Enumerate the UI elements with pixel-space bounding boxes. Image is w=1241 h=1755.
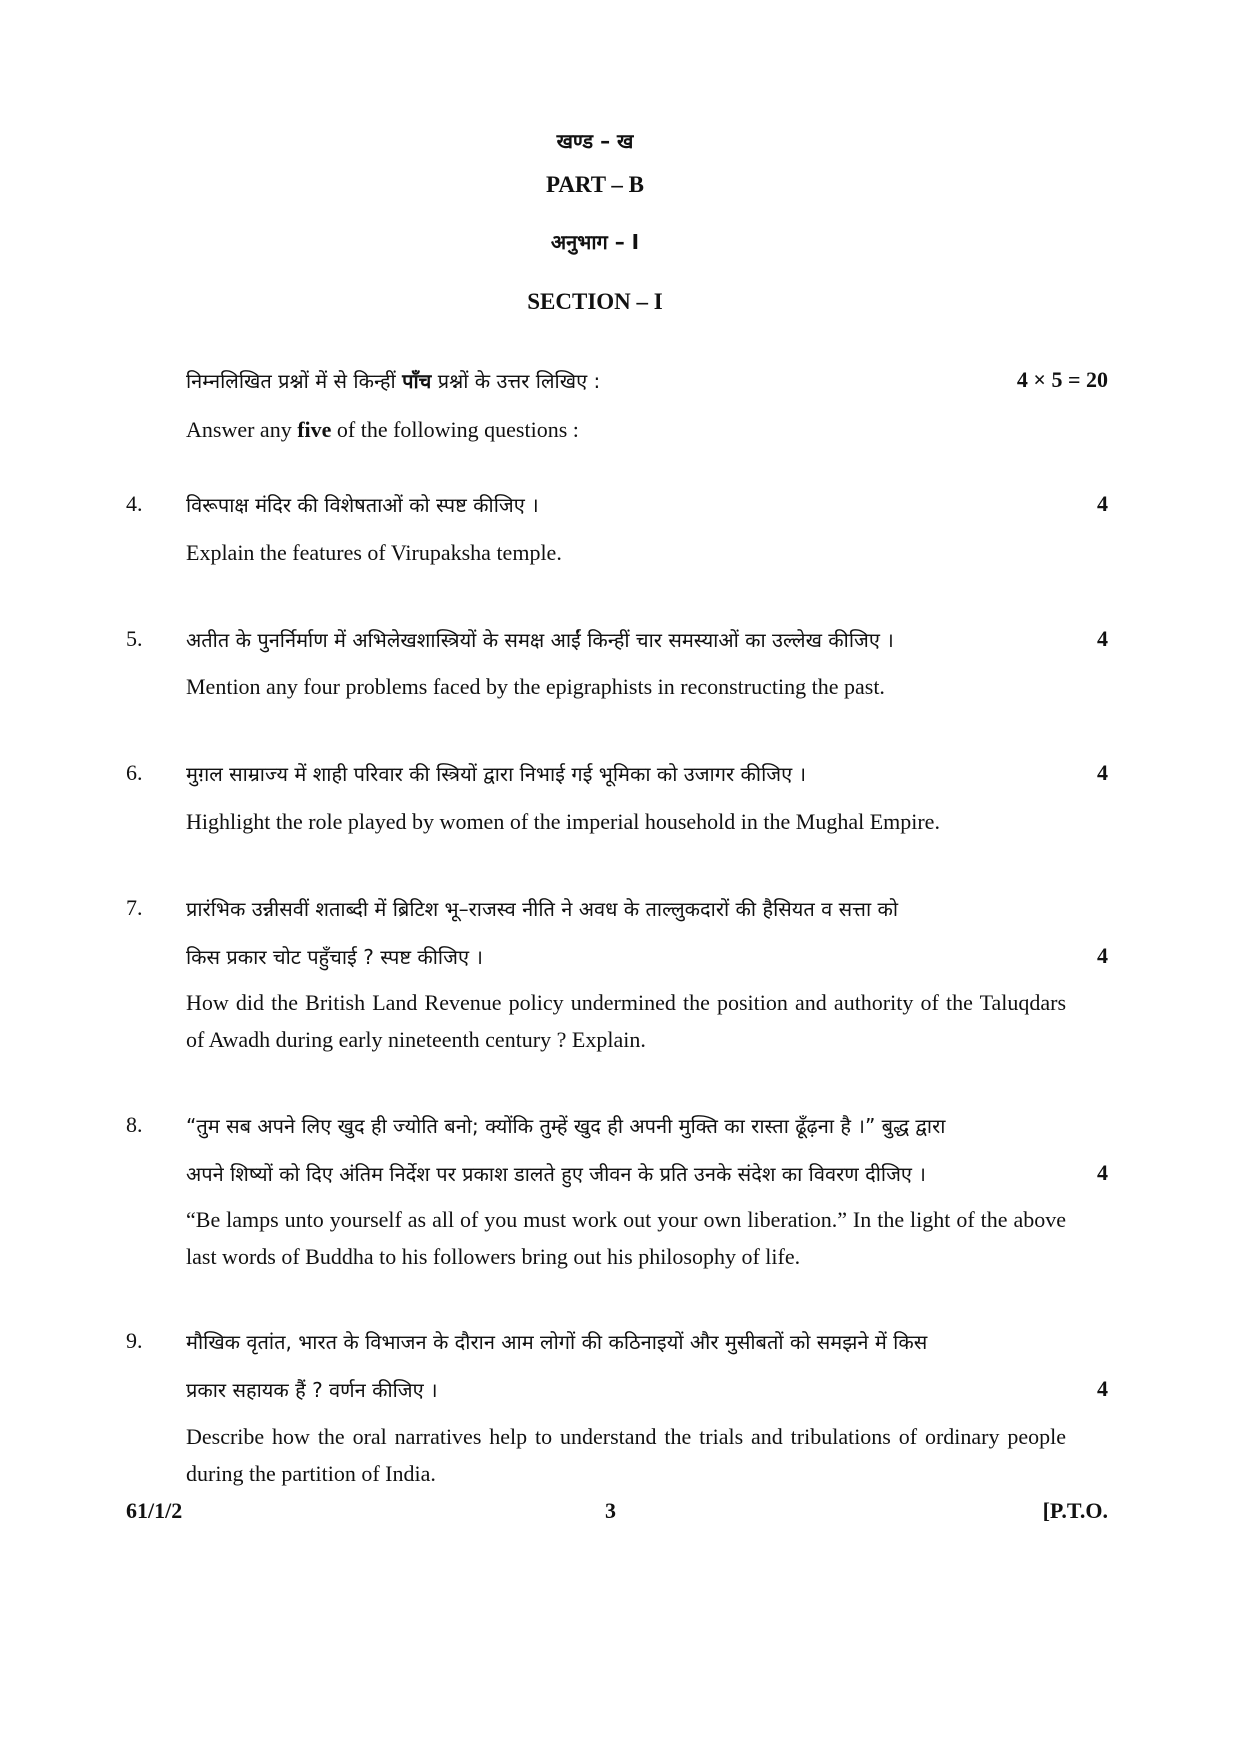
question-english: Highlight the role played by women of the imperial household in the Mughal Empire.: [186, 809, 940, 834]
instruction-marks: 4 × 5 = 20: [1016, 367, 1108, 392]
instruction-hindi: [186, 367, 600, 394]
question-hindi-line-2: किस प्रकार चोट पहुँचाई ? स्पष्ट कीजिए ।: [186, 945, 483, 969]
question-hindi-line-1: विरूपाक्ष मंदिर की विशेषताओं को स्पष्ट कीजिए ।: [186, 493, 539, 517]
instruction-english-after: of the following questions :: [331, 417, 579, 442]
question-english: How did the British Land Revenue policy undermined the position and authority of the Taluqdars of Awadh during early nineteenth century ? Explain.: [186, 990, 1066, 1052]
question-hindi-line-2: प्रकार सहायक हैं ? वर्णन कीजिए ।: [186, 1378, 438, 1402]
question-hindi-line-2: अपने शिष्यों को दिए अंतिम निर्देश पर प्रकाश डालते हुए जीवन के प्रति उनके संदेश का विवरण दीजिए ।: [186, 1162, 926, 1186]
question-marks: 4: [1097, 491, 1108, 516]
question-number: 9.: [126, 1328, 143, 1353]
page-number: 3: [605, 1498, 616, 1523]
question-hindi-line-1: अतीत के पुनर्निर्माण में अभिलेखशास्त्रियों के समक्ष आईं किन्हीं चार समस्याओं का उल्लेख कीजिए ।: [186, 628, 894, 652]
question-number: 7.: [126, 895, 143, 920]
question-english: Mention any four problems faced by the epigraphists in reconstructing the past.: [186, 674, 885, 699]
question-marks: 4: [1097, 626, 1108, 651]
question-marks: 4: [1097, 760, 1108, 785]
instruction-english: [186, 417, 579, 443]
question-english: “Be lamps unto yourself as all of you must work out your own liberation.” In the light of the above last words of Buddha to his followers bring out his philosophy of life.: [186, 1207, 1066, 1269]
question-hindi-line-1: “तुम सब अपने लिए खुद ही ज्योति बनो; क्योंकि तुम्हें खुद ही अपनी मुक्ति का रास्ता ढूँढ़ना है ।” बुद्ध द्वारा: [186, 1114, 946, 1138]
please-turn-over: [P.T.O.: [1042, 1498, 1108, 1523]
instruction-english-bold: five: [297, 417, 332, 442]
hindi-part-heading: खण्ड – ख: [556, 129, 634, 153]
question-marks: 4: [1097, 1160, 1108, 1185]
paper-code: 61/1/2: [126, 1498, 183, 1523]
instruction-hindi-after: प्रश्नों के उत्तर लिखिए :: [431, 369, 601, 393]
question-number: 8.: [126, 1112, 143, 1137]
question-number: 4.: [126, 491, 143, 516]
question-marks: 4: [1097, 943, 1108, 968]
question-english: Explain the features of Virupaksha temple.: [186, 540, 562, 565]
section-heading: SECTION – I: [527, 289, 663, 314]
hindi-section-heading: अनुभाग – I: [550, 230, 640, 254]
question-hindi-line-1: मौखिक वृतांत, भारत के विभाजन के दौरान आम लोगों की कठिनाइयों और मुसीबतों को समझने में किस: [186, 1330, 928, 1354]
instruction-hindi-before: निम्नलिखित प्रश्नों में से किन्हीं: [186, 369, 403, 393]
question-english: Describe how the oral narratives help to understand the trials and tribulations of ordinary people during the partition of India.: [186, 1424, 1066, 1486]
question-marks: 4: [1097, 1376, 1108, 1401]
instruction-hindi-bold: पाँच: [402, 369, 432, 393]
question-number: 5.: [126, 626, 143, 651]
question-hindi-line-1: प्रारंभिक उन्नीसवीं शताब्दी में ब्रिटिश भू–राजस्व नीति ने अवध के ताल्लुकदारों की हैसियत व सत्ता को: [186, 897, 899, 921]
part-heading: PART – B: [545, 172, 645, 197]
instruction-english-before: Answer any: [186, 417, 298, 442]
question-number: 6.: [126, 760, 143, 785]
question-hindi-line-1: मुग़ल साम्राज्य में शाही परिवार की स्त्रियों द्वारा निभाई गई भूमिका को उजागर कीजिए ।: [186, 762, 807, 786]
